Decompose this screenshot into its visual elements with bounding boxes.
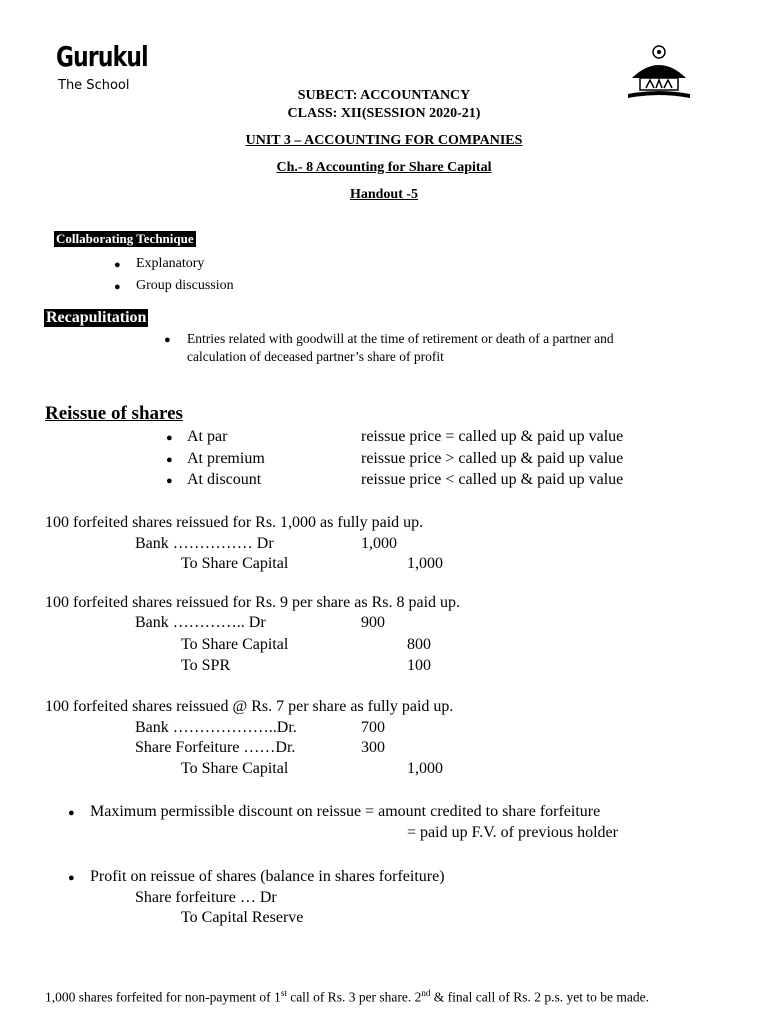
bullet-icon: ●: [166, 432, 173, 444]
reissue-rule: reissue price = called up & paid up value: [361, 428, 624, 445]
school-logo-wordmark: Gurukul: [56, 40, 148, 73]
handout-title: Handout -5: [349, 187, 419, 202]
bullet-icon: ●: [164, 334, 171, 346]
bullet-icon: ●: [68, 872, 75, 884]
credit-amount: 1,000: [407, 555, 443, 572]
bullet-icon: ●: [114, 281, 121, 293]
bullet-icon: ●: [114, 259, 121, 271]
max-discount-line-2: = paid up F.V. of previous holder: [407, 824, 618, 841]
chapter-title: Ch.- 8 Accounting for Share Capital: [276, 160, 492, 175]
collab-item: Explanatory: [136, 256, 205, 271]
footer-text-2: call of Rs. 3 per share. 2: [286, 989, 422, 1005]
credit-amount: 1,000: [407, 760, 443, 777]
bullet-icon: ●: [166, 454, 173, 466]
unit-title: UNIT 3 – ACCOUNTING FOR COMPANIES: [245, 133, 523, 148]
footer-text-1: 1,000 shares forfeited for non-payment of 1: [45, 989, 281, 1005]
journal-credit: To SPR: [181, 657, 231, 674]
journal-credit: To Share Capital: [181, 760, 289, 777]
school-logo-subtitle: The School: [58, 78, 130, 93]
recap-heading: Recapulitation: [46, 309, 147, 326]
example-3-title: 100 forfeited shares reissued @ Rs. 7 per share as fully paid up.: [45, 698, 454, 715]
journal-debit: Bank …………… Dr: [135, 535, 274, 552]
journal-credit: To Share Capital: [181, 555, 289, 572]
footer-problem: [45, 988, 649, 1006]
reissue-rule: reissue price > called up & paid up value: [361, 450, 624, 467]
reissue-case: At discount: [187, 471, 262, 488]
debit-amount: 900: [361, 614, 385, 631]
bullet-icon: ●: [68, 807, 75, 819]
reissue-rule: reissue price < called up & paid up value: [361, 471, 624, 488]
credit-amount: 100: [407, 657, 431, 674]
debit-amount: 300: [361, 739, 385, 756]
example-1-title: 100 forfeited shares reissued for Rs. 1,000 as fully paid up.: [45, 514, 424, 531]
reissue-case: At premium: [187, 450, 265, 467]
profit-line: Profit on reissue of shares (balance in shares forfeiture): [90, 868, 445, 885]
credit-amount: 800: [407, 636, 431, 653]
recap-line-2: calculation of deceased partner’s share of profit: [187, 349, 444, 364]
example-2-title: 100 forfeited shares reissued for Rs. 9 per share as Rs. 8 paid up.: [45, 594, 461, 611]
footer-sup-1: st: [280, 988, 287, 998]
journal-credit: To Capital Reserve: [181, 909, 304, 926]
journal-debit: Bank ………………..Dr.: [135, 719, 297, 736]
class-line: CLASS: XII(SESSION 2020-21): [287, 106, 481, 121]
subject-line: SUBECT: ACCOUNTANCY: [297, 88, 471, 103]
reissue-case: At par: [187, 428, 228, 445]
collab-heading: Collaborating Technique: [56, 231, 194, 246]
journal-credit: To Share Capital: [181, 636, 289, 653]
journal-debit: Bank ………….. Dr: [135, 614, 266, 631]
reissue-heading: Reissue of shares: [45, 403, 183, 424]
collab-item: Group discussion: [136, 278, 234, 293]
journal-debit: Share forfeiture … Dr: [135, 889, 277, 906]
footer-sup-2: nd: [421, 988, 431, 998]
max-discount-line-1: Maximum permissible discount on reissue = amount credited to share forfeiture: [90, 803, 601, 820]
debit-amount: 1,000: [361, 535, 397, 552]
footer-text-3: & final call of Rs. 2 p.s. yet to be made.: [430, 989, 649, 1005]
debit-amount: 700: [361, 719, 385, 736]
bullet-icon: ●: [166, 475, 173, 487]
journal-debit: Share Forfeiture ……Dr.: [135, 739, 296, 756]
recap-line-1: Entries related with goodwill at the time of retirement or death of a partner and: [187, 331, 614, 346]
